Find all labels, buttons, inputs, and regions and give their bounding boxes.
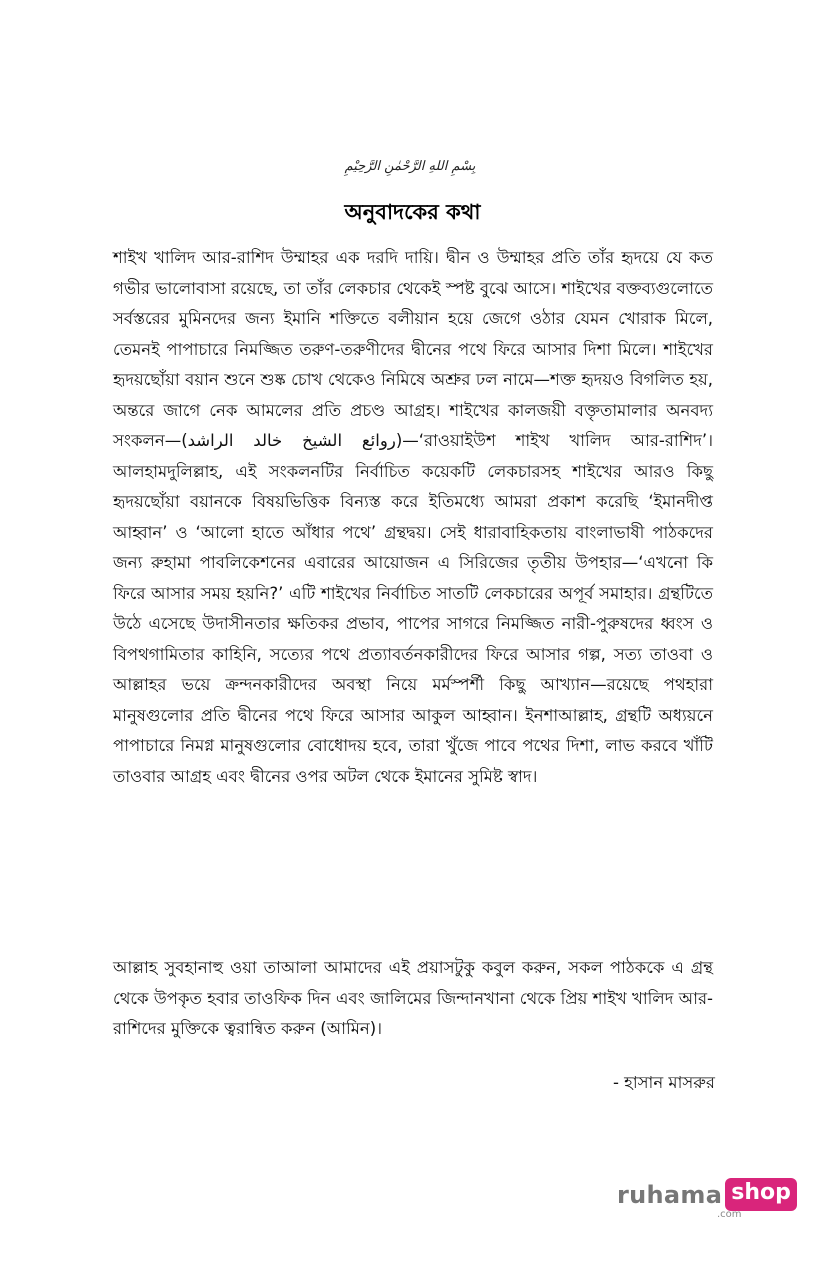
page-title: অনুবাদকের কথা — [344, 199, 481, 224]
logo-accent-box: shop — [725, 1178, 797, 1211]
logo-domain-text: .com — [717, 1209, 742, 1220]
paragraph-prayer: আল্লাহ সুবহানাহু ওয়া তাআলা আমাদের এই প্রয়াসটুকু কবুল করুন, সকল পাঠককে এ গ্রন্থ থেকে উপকৃত হবার তাওফিক দিন এবং জালিমের জিন্দানখানা থেকে প্রিয় শাইখ খালিদ আর-রাশিদের মুক্তিকে ত্বরান্বিত করুন (আমিন)। — [113, 958, 713, 1038]
translator-signature: - হাসান মাসরুর — [612, 1073, 715, 1092]
ruhamashop-logo — [617, 1178, 797, 1211]
bismillah-calligraphy — [330, 146, 490, 186]
paragraph-intro: শাইখ খালিদ আর-রাশিদ উম্মাহর এক দরদি দায়ি। দ্বীন ও উম্মাহর প্রতি তাঁর হৃদয়ে যে কত গভীর ভালোবাসা রয়েছে, তা তাঁর লেকচার থেকেই স্পষ্ট বুঝে আসে। শাইখের বক্তব্যগুলোতে সর্বস্তরের মুমিনদের জন্য ইমানি শক্তিতে বলীয়ান হয়ে জেগে ওঠার যেমন খোরাক মিলে, তেমনই পাপাচারে নিমজ্জিত তরুণ-তরুণীদের দ্বীনের পথে ফিরে আসার দিশা মিলে। শাইখের হৃদয়ছোঁয়া বয়ান শুনে শুষ্ক চোখ থেকেও নিমিষে অশ্রুর ঢল নামে—শক্ত হৃদয়ও বিগলিত হয়, অন্তরে জাগে নেক আমলের প্রতি প্রচণ্ড আগ্রহ। শাইখের কালজয়ী বক্তৃতামালার অনবদ্য সংকলন—(روائع الشيخ خالد الراشد)—‘রাওয়াইউশ শাইখ খালিদ আর-রাশিদ’। আলহামদুলিল্লাহ, এই সংকলনটির নির্বাচিত কয়েকটি লেকচারসহ শাইখের আরও কিছু হৃদয়ছোঁয়া বয়ানকে বিষয়ভিত্তিক বিন্যস্ত করে ইতিমধ্যে আমরা প্রকাশ করেছি ‘ইমানদীপ্ত আহ্বান’ ও ‘আলো হাতে আঁধার পথে’ গ্রন্থদ্বয়। সেই ধারাবাহিকতায় বাংলাভাষী পাঠকদের জন্য রুহামা পাবলিকেশনের এবারের আয়োজন এ সিরিজের তৃতীয় উপহার—‘এখনো কি ফিরে আসার সময় হয়নি?’ এটি শাইখের নির্বাচিত সাতটি লেকচারের অপূর্ব সমাহার। গ্রন্থটিতে উঠে এসেছে উদাসীনতার ক্ষতিকর প্রভাব, পাপের সাগরে নিমজ্জিত নারী-পুরুষদের ধ্বংস ও বিপথগামিতার কাহিনি, সত্যের পথে প্রত্যাবর্তনকারীদের ফিরে আসার গল্প, সত্য তাওবা ও আল্লাহর ভয়ে ক্রন্দনকারীদের অবস্থা নিয়ে মর্মস্পর্শী কিছু আখ্যান—রয়েছে পথহারা মানুষগুলোর প্রতি দ্বীনের পথে ফিরে আসার আকুল আহ্বান। ইনশাআল্লাহ, গ্রন্থটি অধ্যয়নে পাপাচারে নিমগ্ন মানুষগুলোর বোধোদয় হবে, তারা খুঁজে পাবে পথের দিশা, লাভ করবে খাঁটি তাওবার আগ্রহ এবং দ্বীনের ওপর অটল থেকে ইমানের সুমিষ্ট স্বাদ। — [113, 248, 714, 786]
bismillah-text: بِسْمِ اللهِ الرَّحْمٰنِ الرَّحِيْمِ — [344, 158, 476, 174]
logo-main-text: ruhama — [617, 1180, 723, 1209]
